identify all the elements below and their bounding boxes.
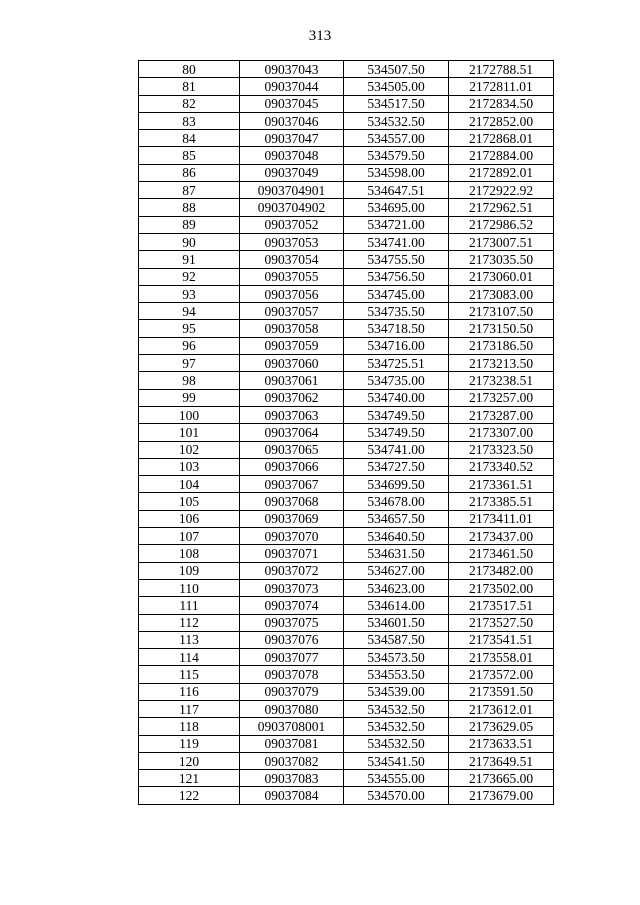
table-row	[139, 510, 554, 527]
y-coordinate-cell: 2173612.01	[449, 700, 554, 717]
point-id-cell: 09037061	[240, 372, 344, 389]
table-row	[139, 147, 554, 164]
point-id-cell: 09037066	[240, 458, 344, 475]
y-coordinate-cell: 2173238.51	[449, 372, 554, 389]
point-number-cell: 80	[139, 61, 240, 78]
point-number-cell: 83	[139, 112, 240, 129]
table-row	[139, 216, 554, 233]
table-row	[139, 770, 554, 787]
point-number-cell: 89	[139, 216, 240, 233]
x-coordinate-cell: 534541.50	[344, 752, 449, 769]
y-coordinate-cell: 2172788.51	[449, 61, 554, 78]
x-coordinate-cell: 534725.51	[344, 355, 449, 372]
x-coordinate-cell: 534716.00	[344, 337, 449, 354]
point-number-cell: 117	[139, 700, 240, 717]
table-row	[139, 303, 554, 320]
table-row	[139, 182, 554, 199]
y-coordinate-cell: 2173572.00	[449, 666, 554, 683]
point-number-cell: 103	[139, 458, 240, 475]
point-number-cell: 111	[139, 597, 240, 614]
point-id-cell: 09037060	[240, 355, 344, 372]
table-row	[139, 164, 554, 181]
table-row	[139, 61, 554, 78]
table-row	[139, 476, 554, 493]
table-row	[139, 787, 554, 804]
x-coordinate-cell: 534735.50	[344, 303, 449, 320]
table-row	[139, 458, 554, 475]
point-id-cell: 09037080	[240, 700, 344, 717]
point-id-cell: 09037063	[240, 406, 344, 423]
point-id-cell: 09037058	[240, 320, 344, 337]
point-id-cell: 09037082	[240, 752, 344, 769]
table-row	[139, 597, 554, 614]
point-number-cell: 82	[139, 95, 240, 112]
point-number-cell: 106	[139, 510, 240, 527]
y-coordinate-cell: 2173649.51	[449, 752, 554, 769]
point-number-cell: 114	[139, 649, 240, 666]
y-coordinate-cell: 2173541.51	[449, 631, 554, 648]
table-row	[139, 78, 554, 95]
x-coordinate-cell: 534555.00	[344, 770, 449, 787]
point-number-cell: 107	[139, 528, 240, 545]
point-id-cell: 09037053	[240, 233, 344, 250]
point-number-cell: 91	[139, 251, 240, 268]
y-coordinate-cell: 2173323.50	[449, 441, 554, 458]
point-number-cell: 96	[139, 337, 240, 354]
x-coordinate-cell: 534532.50	[344, 112, 449, 129]
point-number-cell: 81	[139, 78, 240, 95]
x-coordinate-cell: 534627.00	[344, 562, 449, 579]
table-row	[139, 666, 554, 683]
point-id-cell: 09037072	[240, 562, 344, 579]
point-id-cell: 09037064	[240, 424, 344, 441]
x-coordinate-cell: 534740.00	[344, 389, 449, 406]
y-coordinate-cell: 2173527.50	[449, 614, 554, 631]
y-coordinate-cell: 2173591.50	[449, 683, 554, 700]
table-row	[139, 441, 554, 458]
point-id-cell: 09037067	[240, 476, 344, 493]
y-coordinate-cell: 2173083.00	[449, 285, 554, 302]
y-coordinate-cell: 2173411.01	[449, 510, 554, 527]
x-coordinate-cell: 534631.50	[344, 545, 449, 562]
y-coordinate-cell: 2173186.50	[449, 337, 554, 354]
x-coordinate-cell: 534735.00	[344, 372, 449, 389]
x-coordinate-cell: 534756.50	[344, 268, 449, 285]
y-coordinate-cell: 2173213.50	[449, 355, 554, 372]
y-coordinate-cell: 2173287.00	[449, 406, 554, 423]
table-row	[139, 285, 554, 302]
point-number-cell: 110	[139, 579, 240, 596]
point-number-cell: 84	[139, 130, 240, 147]
table-row	[139, 752, 554, 769]
point-number-cell: 102	[139, 441, 240, 458]
y-coordinate-cell: 2172884.00	[449, 147, 554, 164]
table-row	[139, 406, 554, 423]
table-row	[139, 700, 554, 717]
y-coordinate-cell: 2172986.52	[449, 216, 554, 233]
table-row	[139, 528, 554, 545]
y-coordinate-cell: 2173007.51	[449, 233, 554, 250]
point-id-cell: 09037073	[240, 579, 344, 596]
point-id-cell: 09037079	[240, 683, 344, 700]
table-row	[139, 251, 554, 268]
y-coordinate-cell: 2173461.50	[449, 545, 554, 562]
point-number-cell: 86	[139, 164, 240, 181]
table-row	[139, 579, 554, 596]
point-number-cell: 92	[139, 268, 240, 285]
x-coordinate-cell: 534507.50	[344, 61, 449, 78]
table-row	[139, 614, 554, 631]
point-number-cell: 119	[139, 735, 240, 752]
point-number-cell: 122	[139, 787, 240, 804]
x-coordinate-cell: 534557.00	[344, 130, 449, 147]
y-coordinate-cell: 2173060.01	[449, 268, 554, 285]
point-id-cell: 09037076	[240, 631, 344, 648]
point-number-cell: 109	[139, 562, 240, 579]
table-row	[139, 268, 554, 285]
point-number-cell: 104	[139, 476, 240, 493]
y-coordinate-cell: 2173307.00	[449, 424, 554, 441]
table-row	[139, 130, 554, 147]
x-coordinate-cell: 534570.00	[344, 787, 449, 804]
x-coordinate-cell: 534614.00	[344, 597, 449, 614]
point-id-cell: 09037056	[240, 285, 344, 302]
point-number-cell: 97	[139, 355, 240, 372]
point-id-cell: 09037074	[240, 597, 344, 614]
point-number-cell: 120	[139, 752, 240, 769]
table-row	[139, 631, 554, 648]
x-coordinate-cell: 534579.50	[344, 147, 449, 164]
coordinates-table	[138, 60, 554, 805]
point-id-cell: 09037055	[240, 268, 344, 285]
x-coordinate-cell: 534749.50	[344, 424, 449, 441]
point-id-cell: 09037048	[240, 147, 344, 164]
x-coordinate-cell: 534727.50	[344, 458, 449, 475]
x-coordinate-cell: 534532.50	[344, 735, 449, 752]
y-coordinate-cell: 2173502.00	[449, 579, 554, 596]
point-id-cell: 09037075	[240, 614, 344, 631]
table-row	[139, 320, 554, 337]
point-id-cell: 09037046	[240, 112, 344, 129]
point-number-cell: 108	[139, 545, 240, 562]
x-coordinate-cell: 534678.00	[344, 493, 449, 510]
point-id-cell: 09037059	[240, 337, 344, 354]
y-coordinate-cell: 2173107.50	[449, 303, 554, 320]
point-number-cell: 116	[139, 683, 240, 700]
point-number-cell: 115	[139, 666, 240, 683]
point-id-cell: 0903704901	[240, 182, 344, 199]
point-id-cell: 09037083	[240, 770, 344, 787]
table-row	[139, 493, 554, 510]
point-number-cell: 100	[139, 406, 240, 423]
y-coordinate-cell: 2173679.00	[449, 787, 554, 804]
table-row	[139, 735, 554, 752]
y-coordinate-cell: 2173361.51	[449, 476, 554, 493]
coordinates-table-body	[139, 61, 554, 805]
point-id-cell: 09037078	[240, 666, 344, 683]
table-row	[139, 337, 554, 354]
x-coordinate-cell: 534640.50	[344, 528, 449, 545]
table-row	[139, 95, 554, 112]
y-coordinate-cell: 2172922.92	[449, 182, 554, 199]
x-coordinate-cell: 534695.00	[344, 199, 449, 216]
y-coordinate-cell: 2173482.00	[449, 562, 554, 579]
y-coordinate-cell: 2173035.50	[449, 251, 554, 268]
point-id-cell: 09037081	[240, 735, 344, 752]
y-coordinate-cell: 2173517.51	[449, 597, 554, 614]
x-coordinate-cell: 534755.50	[344, 251, 449, 268]
table-row	[139, 649, 554, 666]
point-id-cell: 09037062	[240, 389, 344, 406]
point-id-cell: 09037077	[240, 649, 344, 666]
point-id-cell: 09037047	[240, 130, 344, 147]
y-coordinate-cell: 2172892.01	[449, 164, 554, 181]
point-number-cell: 121	[139, 770, 240, 787]
x-coordinate-cell: 534721.00	[344, 216, 449, 233]
x-coordinate-cell: 534505.00	[344, 78, 449, 95]
point-id-cell: 09037044	[240, 78, 344, 95]
point-id-cell: 09037057	[240, 303, 344, 320]
point-number-cell: 90	[139, 233, 240, 250]
point-number-cell: 112	[139, 614, 240, 631]
point-number-cell: 87	[139, 182, 240, 199]
point-number-cell: 105	[139, 493, 240, 510]
x-coordinate-cell: 534517.50	[344, 95, 449, 112]
y-coordinate-cell: 2173665.00	[449, 770, 554, 787]
table-row	[139, 545, 554, 562]
point-number-cell: 118	[139, 718, 240, 735]
point-id-cell: 09037069	[240, 510, 344, 527]
point-id-cell: 09037068	[240, 493, 344, 510]
y-coordinate-cell: 2172852.00	[449, 112, 554, 129]
x-coordinate-cell: 534553.50	[344, 666, 449, 683]
table-row	[139, 389, 554, 406]
x-coordinate-cell: 534601.50	[344, 614, 449, 631]
y-coordinate-cell: 2173340.52	[449, 458, 554, 475]
table-row	[139, 355, 554, 372]
x-coordinate-cell: 534532.50	[344, 700, 449, 717]
y-coordinate-cell: 2173633.51	[449, 735, 554, 752]
table-row	[139, 372, 554, 389]
point-id-cell: 09037054	[240, 251, 344, 268]
y-coordinate-cell: 2173257.00	[449, 389, 554, 406]
table-row	[139, 424, 554, 441]
y-coordinate-cell: 2173558.01	[449, 649, 554, 666]
page-number: 313	[308, 28, 332, 44]
y-coordinate-cell: 2172834.50	[449, 95, 554, 112]
y-coordinate-cell: 2173629.05	[449, 718, 554, 735]
x-coordinate-cell: 534587.50	[344, 631, 449, 648]
y-coordinate-cell: 2172868.01	[449, 130, 554, 147]
point-number-cell: 113	[139, 631, 240, 648]
point-id-cell: 09037084	[240, 787, 344, 804]
x-coordinate-cell: 534745.00	[344, 285, 449, 302]
table-row	[139, 112, 554, 129]
x-coordinate-cell: 534623.00	[344, 579, 449, 596]
x-coordinate-cell: 534741.00	[344, 233, 449, 250]
point-number-cell: 93	[139, 285, 240, 302]
point-id-cell: 09037049	[240, 164, 344, 181]
point-number-cell: 94	[139, 303, 240, 320]
x-coordinate-cell: 534647.51	[344, 182, 449, 199]
x-coordinate-cell: 534741.00	[344, 441, 449, 458]
point-id-cell: 0903704902	[240, 199, 344, 216]
point-number-cell: 88	[139, 199, 240, 216]
table-row	[139, 718, 554, 735]
x-coordinate-cell: 534598.00	[344, 164, 449, 181]
table-row	[139, 683, 554, 700]
point-number-cell: 95	[139, 320, 240, 337]
table-row	[139, 562, 554, 579]
point-id-cell: 0903708001	[240, 718, 344, 735]
table-row	[139, 233, 554, 250]
y-coordinate-cell: 2173385.51	[449, 493, 554, 510]
x-coordinate-cell: 534749.50	[344, 406, 449, 423]
x-coordinate-cell: 534699.50	[344, 476, 449, 493]
point-id-cell: 09037071	[240, 545, 344, 562]
y-coordinate-cell: 2173150.50	[449, 320, 554, 337]
point-number-cell: 98	[139, 372, 240, 389]
y-coordinate-cell: 2172811.01	[449, 78, 554, 95]
y-coordinate-cell: 2172962.51	[449, 199, 554, 216]
point-number-cell: 99	[139, 389, 240, 406]
x-coordinate-cell: 534539.00	[344, 683, 449, 700]
x-coordinate-cell: 534532.50	[344, 718, 449, 735]
y-coordinate-cell: 2173437.00	[449, 528, 554, 545]
point-id-cell: 09037065	[240, 441, 344, 458]
x-coordinate-cell: 534718.50	[344, 320, 449, 337]
table-row	[139, 199, 554, 216]
x-coordinate-cell: 534573.50	[344, 649, 449, 666]
x-coordinate-cell: 534657.50	[344, 510, 449, 527]
point-id-cell: 09037045	[240, 95, 344, 112]
point-id-cell: 09037070	[240, 528, 344, 545]
point-id-cell: 09037052	[240, 216, 344, 233]
point-number-cell: 85	[139, 147, 240, 164]
point-id-cell: 09037043	[240, 61, 344, 78]
point-number-cell: 101	[139, 424, 240, 441]
